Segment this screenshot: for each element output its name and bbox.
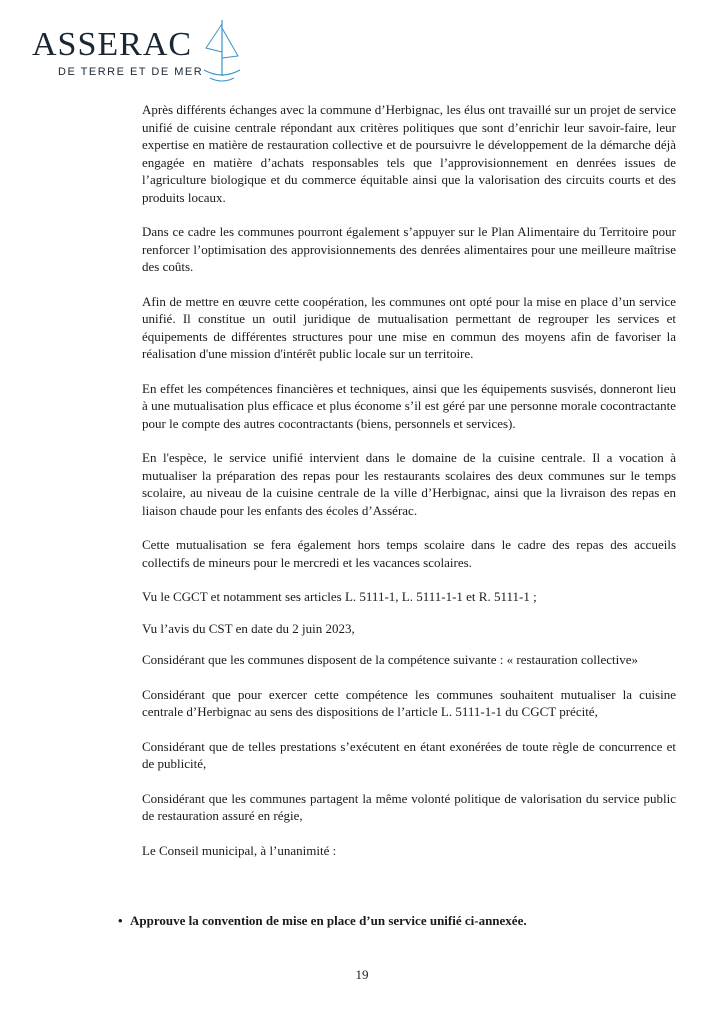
sailboat-icon (200, 18, 244, 88)
page-number: 19 (355, 967, 369, 982)
logo-name: ASSERAC (32, 26, 193, 63)
paragraph-considerant-volonte: Considérant que les communes partagent la même volonté politique de valorisation du service public de restauration assuré en régie, (142, 790, 676, 823)
paragraph-considerant-prestations: Considérant que de telles prestations s’exécutent en étant exonérées de toute règle de concurrence et de publicité, (142, 738, 676, 771)
paragraph-plan-alimentaire: Dans ce cadre les communes pourront également s’appuyer sur le Plan Alimentaire du Territoire pour renforcer l’optimisation des approvisionnements des denrées alimentaires pour une meilleure maîtrise des coûts. (142, 224, 676, 274)
paragraph-vu-cgct: Vu le CGCT et notamment ses articles L. 5111-1, L. 5111-1-1 et R. 5111-1 ; (142, 589, 537, 604)
paragraph-conseil-municipal: Le Conseil municipal, à l’unanimité : (142, 842, 337, 858)
decision-item (118, 912, 678, 930)
paragraph-considerant-competence: Considérant que les communes disposent de la compétence suivante : « restauration collective» (142, 652, 639, 667)
paragraph-espece: En l'espèce, le service unifié intervient dans le domaine de la cuisine centrale. Il a vocation à mutualiser la préparation des repas pour les restaurants scolaires des deux communes sur le temps scolaire, au niveau de la cuisine centrale de la ville d’Herbignac, ainsi que la livraison des repas en liaison chaude pour les enfants des écoles d’Assérac. (142, 450, 676, 518)
logo-tagline: DE TERRE ET DE MER (58, 66, 204, 78)
paragraph-context: Après différents échanges avec la commune d’Herbignac, les élus ont travaillé sur un projet de service unifié de cuisine centrale répondant aux critères politiques que sont d’enrichir leur savoir-faire, leur expertise en matière de restauration collective et de poursuivre le développement de la démarche déjà engagée en matière d’achats responsables tels que l’approvisionnement en denrées issues de l’agriculture biologique et du commerce équitable ainsi que la valorisation des circuits courts et des produits locaux. (142, 102, 676, 205)
decision-text: Approuve la convention de mise en place d’un service unifié ci-annexée. (130, 913, 527, 928)
paragraph-service-unifie: Afin de mettre en œuvre cette coopération, les communes ont opté pour la mise en place d’un service unifié. Il constitue un outil juridique de mutualisation permettant de regrouper les services et équipements de différentes structures pour une mise en commun des moyens afin de favoriser la réalisation d'une mission d'intérêt public locale sur un territoire. (142, 293, 676, 361)
asserac-logo (30, 18, 240, 90)
paragraph-vu-cst: Vu l’avis du CST en date du 2 juin 2023, (142, 620, 355, 636)
document-body (142, 101, 676, 876)
paragraph-competences: En effet les compétences financières et techniques, ainsi que les équipements susvisés, donneront lieu à une mutualisation plus efficace et plus économe s’il est géré par une personne morale cocontractante pour le compte des autres cocontractants (biens, personnels et services). (142, 380, 676, 431)
bullet-marker: • (118, 913, 123, 928)
paragraph-hors-temps-scolaire: Cette mutualisation se fera également hors temps scolaire dans le cadre des repas des accueils collectifs de mineurs pour le mercredi et les vacances scolaires. (142, 537, 676, 570)
paragraph-considerant-mutualiser: Considérant que pour exercer cette compétence les communes souhaitent mutualiser la cuisine centrale d’Herbignac au sens des dispositions de l’article L. 5111-1-1 du CGCT précité, (142, 686, 676, 719)
